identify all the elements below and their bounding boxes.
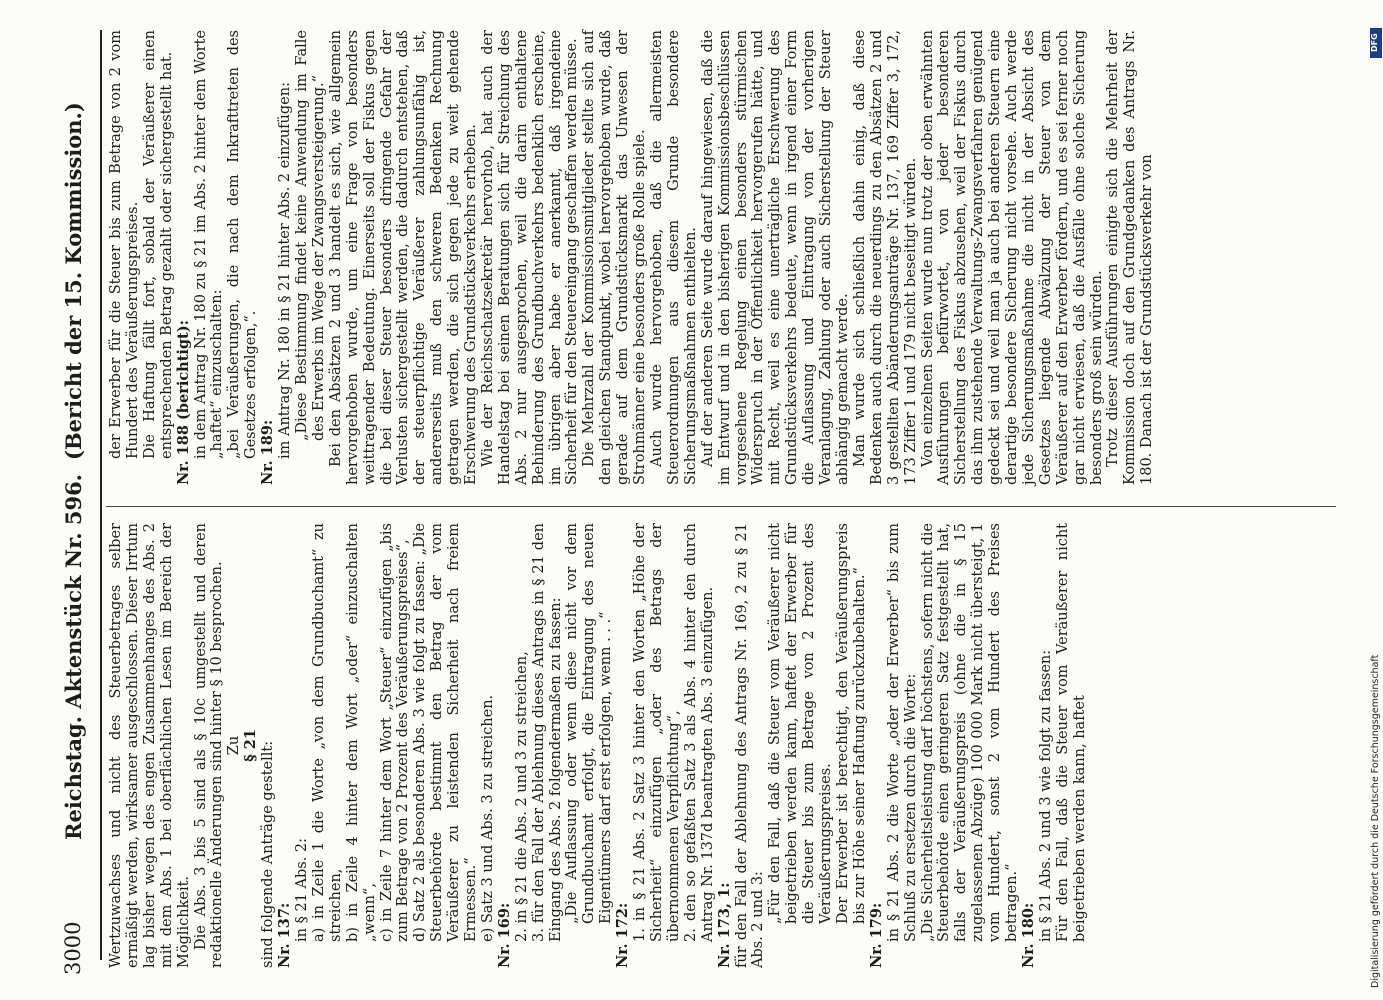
header-title-left: Reichstag. Aktenstück Nr. 596. xyxy=(61,474,86,840)
paragraph: 1. in § 21 Abs. 2 Satz 3 hinter den Worten „Höhe der Sicherheit“ einzufügen „oder des Betrags der übernommenen Verpflichtung“, xyxy=(632,523,682,942)
paragraph: Zu xyxy=(226,735,243,756)
paragraph: c) in Zeile 7 hinter dem Wort „Steuer“ einzufügen „bis zum Betrage von 2 Prozent des Veräußerungspreises“, xyxy=(378,523,412,942)
paragraph: Wertzuwachses und nicht des Steuerbetrages selber ermäßigt werden, wirksamer ausgeschlossen. Dieser Irrtum lag bisher wegen des engen Zusammenhanges des Abs. 2 mit dem Abs. 1 bei oberflächlichen Lesen im Bereich der Möglichkeit. xyxy=(108,523,192,968)
paragraph: 2. in § 21 die Abs. 2 und 3 zu streichen, xyxy=(513,651,530,942)
paragraph: Auf der anderen Seite wurde darauf hingewiesen, daß die im Entwurf und in den bisherigen Kommissionsbeschlüssen vorgesehene Regelung einen besonders stürmischen Widerspruch in der Öffentlichkeit hervorgerufen hätte, und mit Recht, weil es eine unerträgliche Erschwerung des Grundstücksverkehrs bedeute, wenn in irgend einer Form die Auflassung und Eintragung von der vorherigen Veranlagung, Zahlung oder auch Sicherstellung der Steuer abhängig gemacht werde. xyxy=(699,30,851,485)
paragraph: Nr. 169: xyxy=(495,902,513,968)
paragraph: Von einzelnen Seiten wurde nun trotz der oben erwähnten Ausführungen befürwortet, von jeder besonderen Sicherstellung des Fiskus abzusehen, weil der Fiskus durch das ihm zustehende Verwaltungs-Zwangsverfahren genügend gedeckt sei und weil man ja auch bei anderen Steuern eine derartige besondere Sicherung nicht vorsehe. Auch werde jede Sicherungsmaßnahme die nicht in der Absicht des Gesetzes liegende Abwälzung der Steuer von dem Veräußerer auf den Erwerber fördern, und es sei ferner noch gar nicht erwiesen, daß die Ausfälle ohne solche Sicherung besonders groß sein würden. xyxy=(919,30,1105,485)
paragraph: „Die Sicherheitsleistung darf höchstens, sofern nicht die Steuerbehörde einen geringeren Satz festgestellt hat, falls der Veräußerungspreis (ohne die in § 15 zugelassenen Abzüge) 100 000 Mark nicht übersteigt, 1 vom Hundert, sonst 2 vom Hundert des Preises betragen.“ xyxy=(919,523,1021,942)
paragraph: Nr. 137: xyxy=(276,902,294,968)
header-title-right: (Bericht der 15. Kommission.) xyxy=(61,102,86,460)
paragraph: der Erwerber für die Steuer bis zum Betrage von 2 vom Hundert des Veräußerungspreises. xyxy=(108,30,141,459)
paragraph: „Die Auflassung oder wenn diese nicht vor dem Grundbuchamt erfolgt, die Eintragung des neuen Eigentümers darf erst erfolgen, wenn . . .“ xyxy=(564,523,615,924)
paragraph: Auch wurde hervorgehoben, daß die allermeisten Steuerordnungen aus diesem Grunde besondere Sicherungsmaßnahmen enthielten. xyxy=(649,30,699,485)
paragraph: Die Mehrzahl der Kommissionsmitglieder stellte sich auf den gleichen Standpunkt, wobei hervorgehoben wurde, daß gerade auf dem Grundstücksmarkt das Unwesen der Strohmänner eine besonders große Rolle spiele. xyxy=(581,30,649,485)
page-number: 3000 xyxy=(61,921,85,975)
column-divider xyxy=(106,506,1336,507)
paragraph: b) in Zeile 4 hinter dem Wort „oder“ einzuschalten „wenn“, xyxy=(344,523,378,942)
paragraph: in dem Antrag Nr. 180 zu § 21 im Abs. 2 hinter dem Worte „haftet“ einzuschalten: xyxy=(192,30,226,459)
header-rule xyxy=(100,30,102,960)
paragraph: für den Fall der Ablehnung des Antrags Nr. 169, 2 zu § 21 Abs. 2 und 3: xyxy=(733,523,767,968)
paragraph: in § 21 Abs. 2 und 3 wie folgt zu fassen: xyxy=(1037,649,1054,942)
paragraph: § 21 xyxy=(242,729,260,762)
paragraph: Für den Fall, daß die Steuer vom Veräußerer nicht beigetrieben werden kann, haftet xyxy=(1054,523,1088,942)
paragraph: in § 21 Abs. 2 die Worte „oder der Erwerber“ bis zum Schluß zu ersetzen durch die Worte: xyxy=(885,523,919,942)
right-column xyxy=(108,30,1156,485)
paragraph: 2. den so gefaßten Satz 3 als Abs. 4 hinter den durch Antrag Nr. 137d beantragten Abs. 3 einzufügen. xyxy=(682,523,716,942)
paragraph: Die Haftung fällt fort, sobald der Veräußerer einen entsprechenden Betrag gezahlt oder sichergestellt hat. xyxy=(141,30,175,459)
paragraph: Trotz dieser Ausführungen einigte sich die Mehrheit der Kommission doch auf den Grundgedanken des Antrags Nr. 180. Danach ist der Grundstücksverkehr von xyxy=(1105,30,1156,485)
paragraph: Nr. 179: xyxy=(867,902,885,968)
paragraph: a) in Zeile 1 die Worte „von dem Grundbuchamt“ zu streichen, xyxy=(310,523,344,942)
paragraph: Nr. 172: xyxy=(614,902,632,968)
paragraph: d) Satz 2 als besonderen Abs. 3 wie folgt zu fassen: „Die Steuerbehörde bestimmt den Betrag der vom Veräußerer zu leistenden Sicherheit nach freiem Ermessen.“ xyxy=(412,523,480,942)
dfg-logo: DFG xyxy=(1370,28,1382,58)
paragraph: Der Erwerber ist berechtigt, den Veräußerungspreis bis zur Höhe seiner Haftung zurückzubehalten.“ xyxy=(834,523,868,924)
paragraph: 3. für den Fall der Ablehnung dieses Antrags in § 21 den Eingang des Abs. 2 folgendermaßen zu fassen: xyxy=(530,523,564,942)
paragraph: in § 21 Abs. 2: xyxy=(293,837,310,942)
left-column xyxy=(108,523,1089,968)
paragraph: e) Satz 3 und Abs. 3 zu streichen. xyxy=(479,694,496,942)
paragraph: „bei Veräußerungen, die nach dem Inkrafttreten des Gesetzes erfolgen,“. xyxy=(226,30,260,459)
paragraph: sind folgende Anträge gestellt: xyxy=(260,740,277,968)
paragraph: Man wurde sich schließlich dahin einig, daß diese Bedenken auch durch die neuerdings zu den Absätzen 2 und 3 gestellten Abänderungsanträge Nr. 137, 169 Ziffer 3, 172, 173 Ziffer 1 und 179 nicht beseitigt würden. xyxy=(851,30,919,485)
paragraph: „Diese Bestimmung findet keine Anwendung im Falle des Erwerbs im Wege der Zwangsversteigerung.“ xyxy=(293,30,327,441)
paragraph: im Antrag Nr. 180 in § 21 hinter Abs. 2 einzufügen: xyxy=(277,82,294,459)
paragraph: „Für den Fall, daß die Steuer vom Veräußerer nicht beigetrieben werden kann, haftet der Erwerber für die Steuer bis zum Betrage von 2 Prozent des Veräußerungspreises. xyxy=(767,523,835,924)
paragraph: Bei den Absätzen 2 und 3 handelt es sich, wie allgemein hervorgehoben wurde, um eine Frage von besonders weittragender Bedeutung. Einerseits soll der Fiskus gegen die bei dieser Steuer besonders dringende Gefahr der Verlusten sichergestellt werden, die dadurch entstehen, daß der steuerpflichtige Veräußerer zahlungsunfähig ist, andererseits muß den schweren Bedenken Rechnung getragen werden, die sich gegen jede zu weit gehende Erschwerung des Grundstücksverkehrs erheben. xyxy=(327,30,480,485)
paragraph: Die Abs. 3 bis 5 sind als § 10c umgestellt und deren redaktionelle Änderungen sind hinter § 10 besprochen. xyxy=(192,523,226,968)
paragraph: Wie der Reichsschatzsekretär hervorhob, hat auch der Handelstag bei seinen Beratungen sich für Streichung des Abs. 2 nur ausgesprochen, weil die darin enthaltene Behinderung des Grundbuchverkehrs bedenklich erscheine, im übrigen aber habe er anerkannt, daß irgendeine Sicherheit für den Steuereingang geschaffen werden müsse. xyxy=(479,30,581,485)
paragraph: Nr. 173, 1: xyxy=(715,882,733,968)
paragraph: Nr. 180: xyxy=(1019,902,1037,968)
digitization-note: Digitalisierung gefördert durch die Deutsche Forschungsgemeinschaft xyxy=(1370,654,1381,988)
paragraph: Nr. 188 (berichtigt): xyxy=(174,320,192,485)
page-header xyxy=(55,30,95,975)
paragraph: Nr. 189: xyxy=(259,419,277,485)
